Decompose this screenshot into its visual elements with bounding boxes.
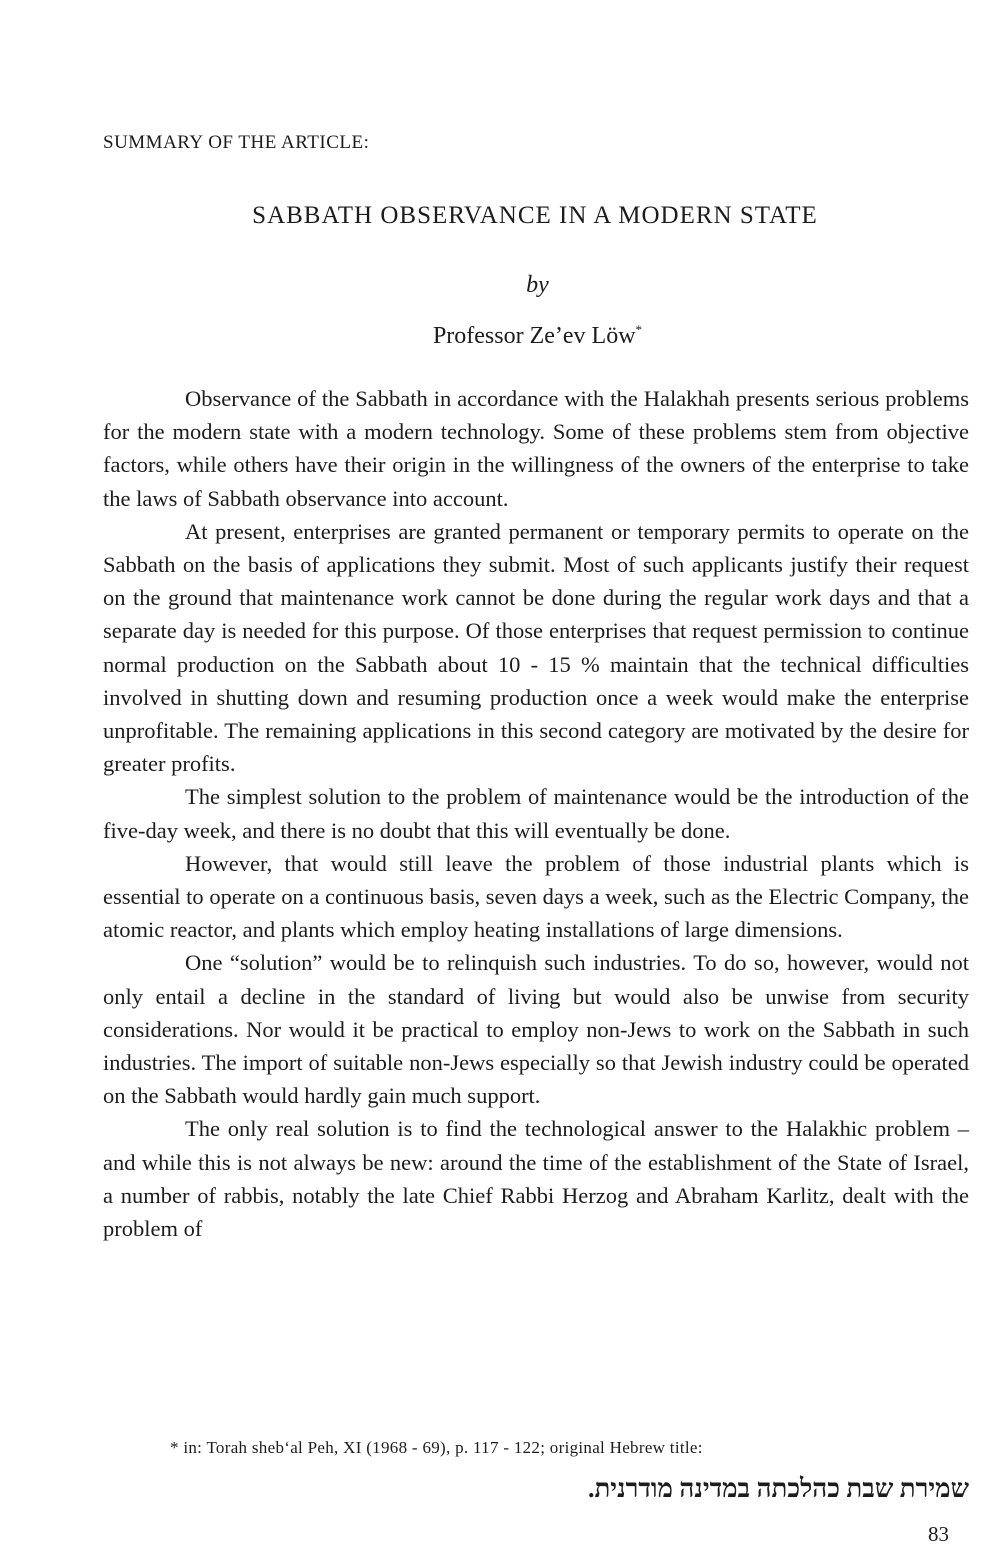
paragraph-1: Observance of the Sabbath in accordance with the Halakhah presents serious problems for the modern state with a modern technology. Some of these problems stem from objective factors, while others have their origin in the willingness of the owners of the enterprise to take the laws of Sabbath observance into account. [103,386,969,511]
paragraph-6: The only real solution is to find the technological answer to the Halakhic problem – and while this is not always be new: around the time of the establishment of the State of Israel, a number of rabbis, notably the late Chief Rabbi Herzog and Abraham Karlitz, dealt with the problem of [103,1116,969,1242]
page-number: 83 [928,1522,949,1546]
byline-by: by [526,272,549,298]
article-title: SABBATH OBSERVANCE IN A MODERN STATE [252,202,818,229]
footnote-marker: * [635,322,643,337]
author-name [0,322,1000,350]
paragraph-3: The simplest solution to the problem of maintenance would be the introduction of the five-day week, and there is no doubt that this will eventually be done. [103,784,969,843]
summary-label: SUMMARY OF THE ARTICLE: [103,132,370,153]
paragraph-2: At present, enterprises are granted permanent or temporary permits to operate on the Sabbath on the basis of applications they submit. Most of such applicants justify their request on the ground that maintenance work cannot be done during the regular work days and that a separate day is needed for this purpose. Of those enterprises that request permission to continue normal production on the Sabbath about 10 - 15 % maintain that the technical difficulties involved in shutting down and resuming production once a week would make the enterprise unprofitable. The remaining applications in this second category are motivated by the desire for greater profits. [103,518,969,777]
paragraph-5: One “solution” would be to relinquish such industries. To do so, however, would not only entail a decline in the standard of living but would also be unwise from security considerations. Nor would it be practical to employ non-Jews to work on the Sabbath in such industries. The import of suitable non-Jews especially so that Jewish industry could be operated on the Sabbath would hardly gain much support. [103,950,969,1109]
footnote: * in: Torah sheb‘al Peh, XI (1968 - 69), p. 117 - 122; original Hebrew title: [170,1438,703,1457]
author-text: Professor Ze’ev Löw [432,323,636,349]
hebrew-title: שמירת שבת כהלכתה במדינה מודרנית. [587,1474,969,1503]
article-body [103,382,969,1245]
paragraph-4: However, that would still leave the problem of those industrial plants which is essential to operate on a continuous basis, seven days a week, such as the Electric Company, the atomic reactor, and plants which employ heating installations of large dimensions. [103,850,969,943]
